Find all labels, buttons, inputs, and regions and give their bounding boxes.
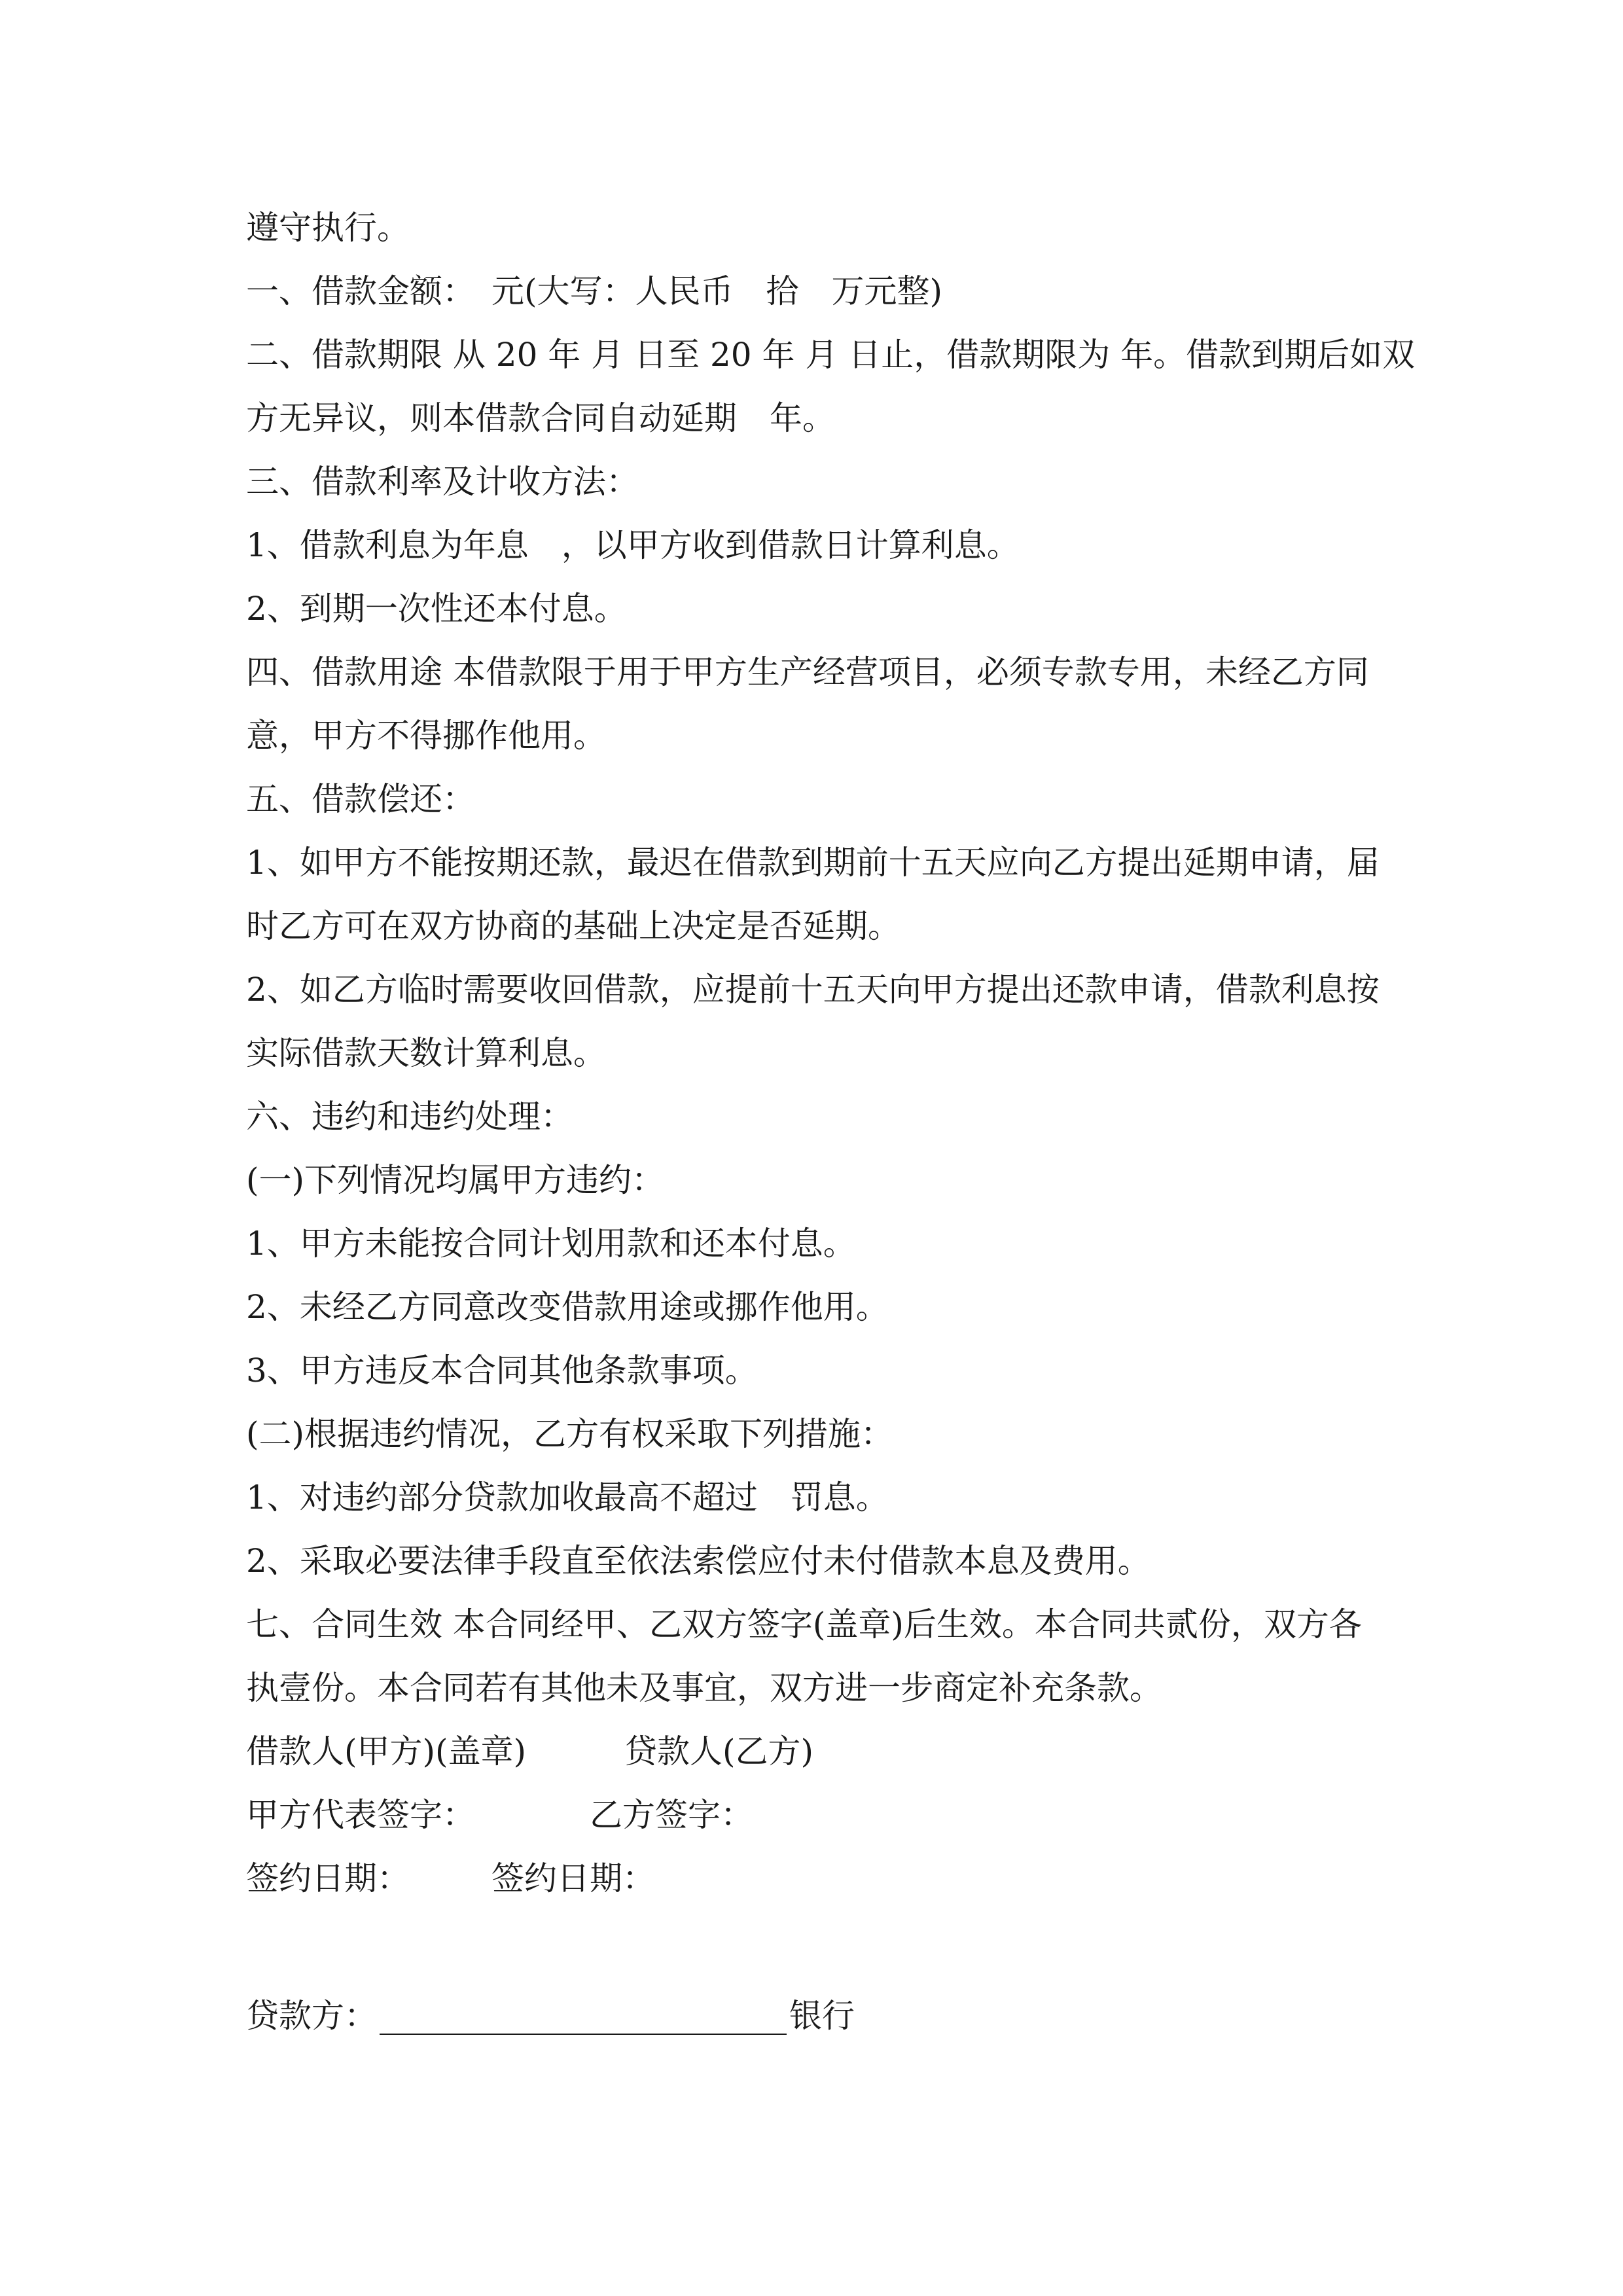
lender-bank-line [246, 1984, 855, 2048]
contract-body [246, 196, 1416, 1910]
signature-dates: 签约日期： 签约日期： [246, 1859, 655, 1897]
clause-7-effectiveness: 七、合同生效 本合同经甲、乙双方签字(盖章)后生效。本合同共贰份，双方各 [246, 1605, 1362, 1643]
clause-5-item-1-cont: 时乙方可在双方协商的基础上决定是否延期。 [246, 907, 901, 945]
clause-5-item-2: 2、如乙方临时需要收回借款，应提前十五天向甲方提出还款申请，借款利息按 [246, 971, 1380, 1009]
clause-3-item-2: 2、到期一次性还本付息。 [246, 590, 627, 628]
clause-6-sub-1-heading: (一)下列情况均属甲方违约： [246, 1161, 665, 1199]
clause-4-loan-purpose: 四、借款用途 本借款限于用于甲方生产经营项目，必须专款专用，未经乙方同 [246, 653, 1369, 691]
clause-6-sub-2-heading: (二)根据违约情况，乙方有权采取下列措施： [246, 1415, 894, 1453]
clause-6-sub-1-item-3: 3、甲方违反本合同其他条款事项。 [246, 1352, 758, 1390]
clause-5-repayment-heading: 五、借款偿还： [246, 780, 475, 818]
signature-representatives: 甲方代表签字： 乙方签字： [246, 1796, 753, 1834]
clause-2-loan-term: 二、借款期限 从 20 年 月 日至 20 年 月 日止，借款期限为 年。借款到期后如双 [246, 336, 1416, 374]
clause-1-loan-amount: 一、借款金额： 元(大写：人民币 拾 万元整) [246, 272, 943, 310]
text-line-1: 遵守执行。 [246, 209, 410, 247]
lender-bank-blank [380, 2032, 787, 2035]
clause-3-interest-heading: 三、借款利率及计收方法： [246, 463, 639, 501]
clause-5-item-2-cont: 实际借款天数计算利息。 [246, 1034, 606, 1072]
clause-6-sub-2-item-2: 2、采取必要法律手段直至依法索偿应付未付借款本息及费用。 [246, 1542, 1150, 1580]
clause-5-item-1: 1、如甲方不能按期还款，最迟在借款到期前十五天应向乙方提出延期申请，届 [246, 844, 1380, 882]
clause-2-loan-term-cont: 方无异议，则本借款合同自动延期 年。 [246, 399, 835, 437]
signature-parties: 借款人(甲方)(盖章) 贷款人(乙方) [246, 1732, 814, 1770]
lender-label: 贷款方： [246, 1997, 377, 2035]
clause-6-breach-heading: 六、违约和违约处理： [246, 1098, 573, 1136]
clause-7-effectiveness-cont: 执壹份。本合同若有其他未及事宜，双方进一步商定补充条款。 [246, 1669, 1162, 1707]
clause-6-sub-1-item-2: 2、未经乙方同意改变借款用途或挪作他用。 [246, 1288, 889, 1326]
clause-6-sub-1-item-1: 1、甲方未能按合同计划用款和还本付息。 [246, 1225, 856, 1263]
clause-4-loan-purpose-cont: 意，甲方不得挪作他用。 [246, 717, 606, 755]
clause-3-item-1: 1、借款利息为年息 ，以甲方收到借款日计算利息。 [246, 526, 1020, 564]
lender-suffix: 银行 [789, 1997, 855, 2035]
clause-6-sub-2-item-1: 1、对违约部分贷款加收最高不超过 罚息。 [246, 1479, 889, 1516]
